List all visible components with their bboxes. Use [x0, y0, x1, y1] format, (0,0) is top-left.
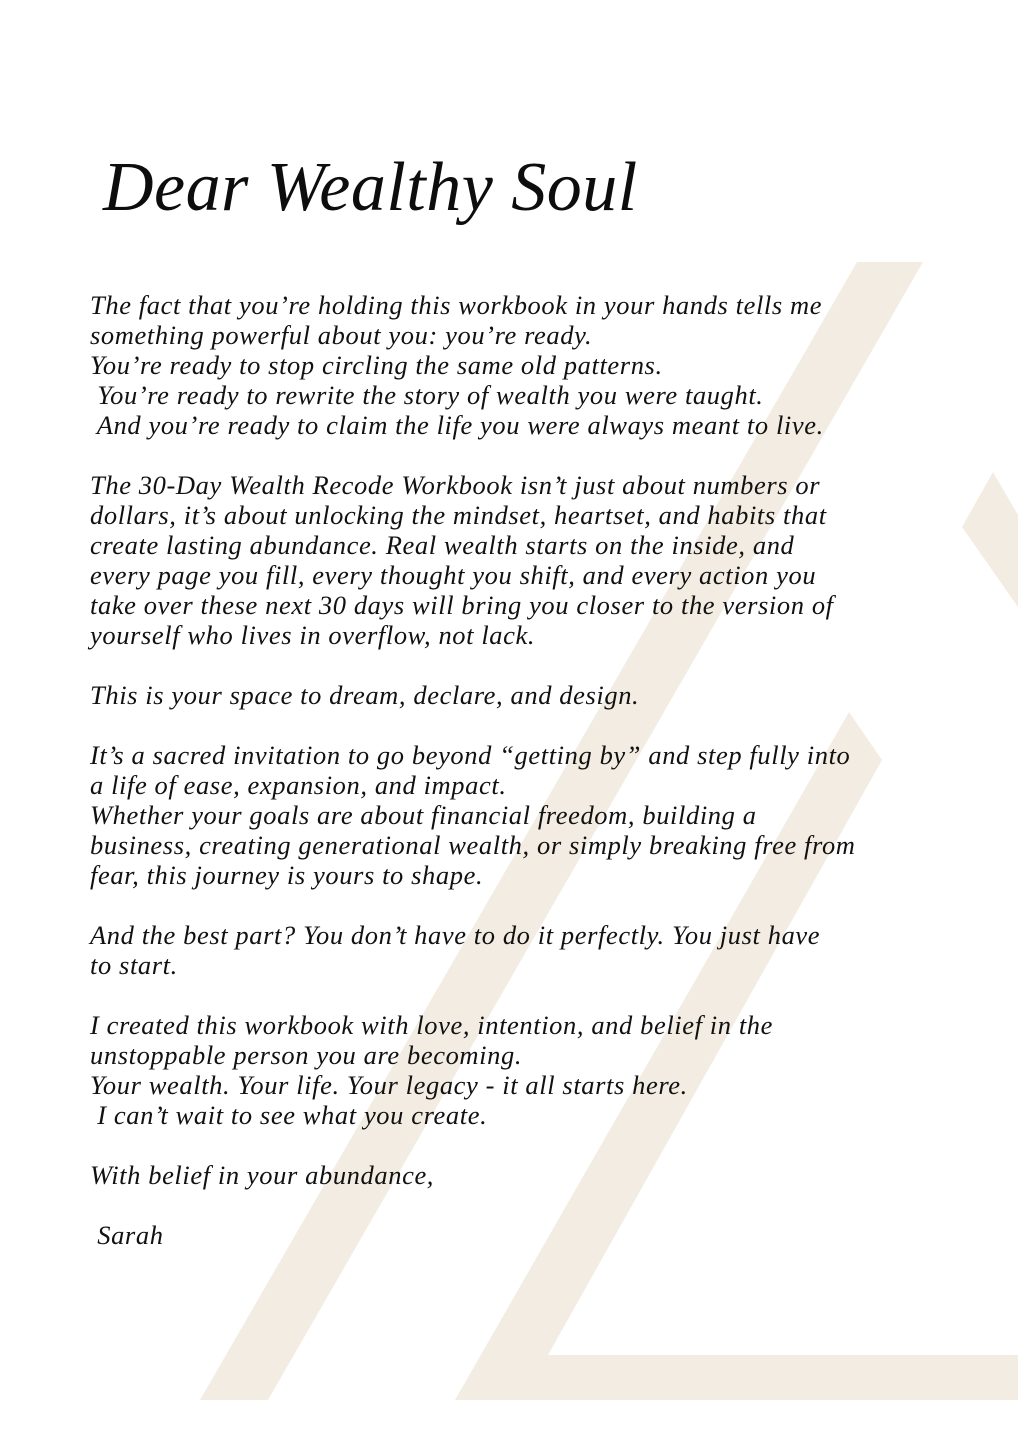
letter-line: take over these next 30 days will bring you closer to the version of — [90, 590, 834, 620]
letter-line: You’re ready to rewrite the story of wealth you were taught. — [90, 380, 764, 410]
letter-line: The 30-Day Wealth Recode Workbook isn’t just about numbers or — [90, 470, 821, 500]
page-title: Dear Wealthy Soul — [103, 149, 638, 226]
blank-line — [90, 980, 856, 1010]
letter-line: Whether your goals are about financial freedom, building a — [90, 800, 757, 830]
letter-body — [90, 290, 856, 1250]
blank-line — [90, 650, 856, 680]
letter-line: And you’re ready to claim the life you were always meant to live. — [90, 410, 824, 440]
letter-line: It’s a sacred invitation to go beyond “getting by” and step fully into — [90, 740, 851, 770]
letter-line: With belief in your abundance, — [90, 1160, 435, 1190]
letter-line: Sarah — [90, 1220, 164, 1250]
letter-line: every page you fill, every thought you shift, and every action you — [90, 560, 817, 590]
letter-line: fear, this journey is yours to shape. — [90, 860, 484, 890]
blank-line — [90, 1190, 856, 1220]
blank-line — [90, 890, 856, 920]
letter-line: something powerful about you: you’re ready. — [90, 320, 593, 350]
letter-line: The fact that you’re holding this workbook in your hands tells me — [90, 290, 823, 320]
letter-line: And the best part? You don’t have to do it perfectly. You just have — [90, 920, 821, 950]
letter-line: dollars, it’s about unlocking the mindset, heartset, and habits that — [90, 500, 827, 530]
letter-line: You’re ready to stop circling the same old patterns. — [90, 350, 663, 380]
letter-line: yourself who lives in overflow, not lack. — [90, 620, 536, 650]
right-edge-shape — [962, 472, 1018, 607]
blank-line — [90, 440, 856, 470]
letter-line: to start. — [90, 950, 178, 980]
letter-line: a life of ease, expansion, and impact. — [90, 770, 507, 800]
letter-line: create lasting abundance. Real wealth starts on the inside, and — [90, 530, 795, 560]
blank-line — [90, 1130, 856, 1160]
letter-line: Your wealth. Your life. Your legacy - it all starts here. — [90, 1070, 688, 1100]
letter-line: I can’t wait to see what you create. — [90, 1100, 488, 1130]
letter-line: business, creating generational wealth, or simply breaking free from — [90, 830, 856, 860]
letter-line: unstoppable person you are becoming. — [90, 1040, 523, 1070]
letter-line: I created this workbook with love, intention, and belief in the — [90, 1010, 773, 1040]
blank-line — [90, 710, 856, 740]
letter-line: This is your space to dream, declare, and design. — [90, 680, 640, 710]
